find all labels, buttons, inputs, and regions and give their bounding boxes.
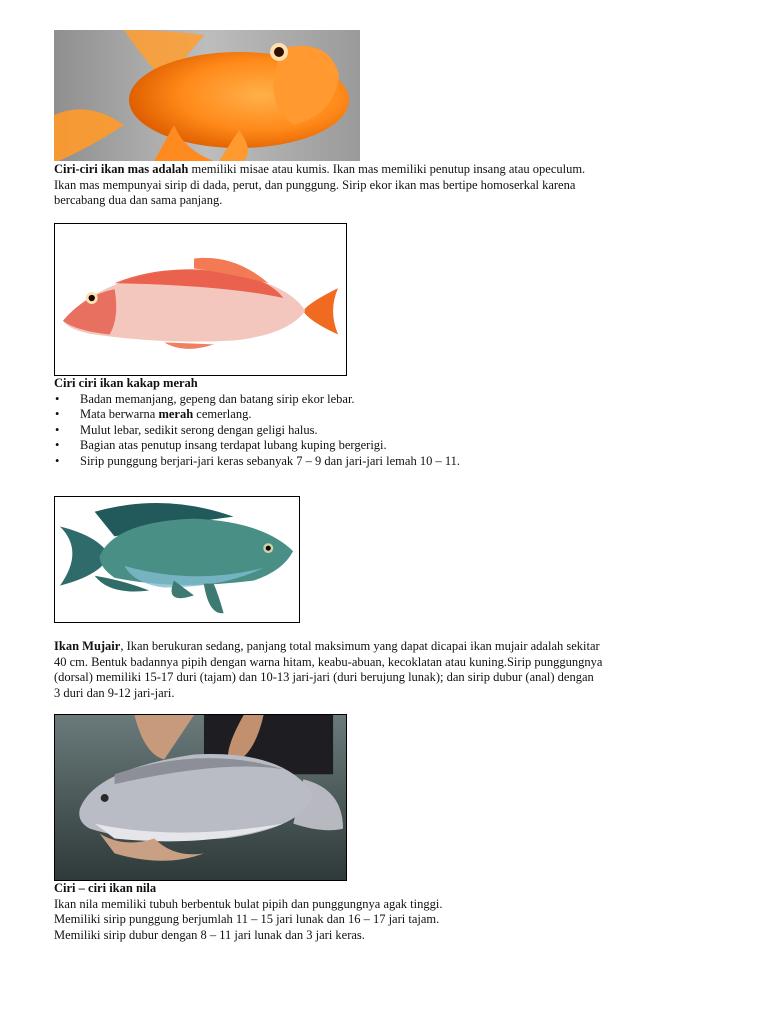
- red-snapper-photo: [54, 223, 347, 376]
- mujair-line3: (dorsal) memiliki 15-17 duri (tajam) dan 10-13 jari-jari (duri berujung lunak); dan sirip dubur (anal) dengan: [54, 670, 594, 684]
- nila-title: Ciri – ciri ikan nila: [54, 881, 157, 895]
- mas-line3: bercabang dua dan sama panjang.: [54, 193, 223, 207]
- mujair-fish-photo: [54, 496, 300, 623]
- kakap-bullet-3: • Mulut lebar, sedikit serong dengan geligi halus.: [54, 423, 734, 439]
- mas-line1: memiliki misae atau kumis. Ikan mas memiliki penutup insang atau opeculum.: [188, 162, 586, 176]
- kakap-bullet-4: • Bagian atas penutup insang terdapat lubang kuping bergerigi.: [54, 438, 734, 454]
- mujair-line1: , Ikan berukuran sedang, panjang total maksimum yang dapat dicapai ikan mujair adalah sekitar: [120, 639, 600, 653]
- kakap-bullet-2: • Mata berwarna merah cemerlang.: [54, 407, 734, 423]
- nila-line1: Ikan nila memiliki tubuh berbentuk bulat pipih dan punggungnya agak tinggi.: [54, 896, 443, 911]
- kakap-bullets: [54, 392, 734, 470]
- kakap-bullet-1: • Badan memanjang, gepeng dan batang sirip ekor lebar.: [54, 392, 734, 408]
- mujair-line4: 3 duri dan 9-12 jari-jari.: [54, 685, 175, 700]
- kakap-bullet-5: • Sirip punggung berjari-jari keras sebanyak 7 – 9 dan jari-jari lemah 10 – 11.: [54, 454, 734, 470]
- nila-line3: Memiliki sirip dubur dengan 8 – 11 jari lunak dan 3 jari keras.: [54, 927, 365, 942]
- mujair-lead: Ikan Mujair: [54, 639, 121, 653]
- mujair-line2: 40 cm. Bentuk badannya pipih dengan warna hitam, keabu-abuan, kecoklatan atau kuning.Sirip punggungnya: [54, 654, 603, 669]
- kakap-bold-merah: merah: [158, 407, 194, 421]
- mas-lead: Ciri-ciri ikan mas adalah: [54, 162, 189, 176]
- nila-line2: Memiliki sirip punggung berjumlah 11 – 15 jari lunak dan 16 – 17 jari tajam.: [54, 912, 440, 926]
- mas-line2: Ikan mas mempunyai sirip di dada, perut, dan punggung. Sirip ekor ikan mas bertipe homoserkal karena: [54, 177, 576, 192]
- kakap-title: Ciri ciri ikan kakap merah: [54, 376, 198, 390]
- goldfish-photo: [54, 30, 360, 161]
- nila-fish-photo: [54, 714, 347, 881]
